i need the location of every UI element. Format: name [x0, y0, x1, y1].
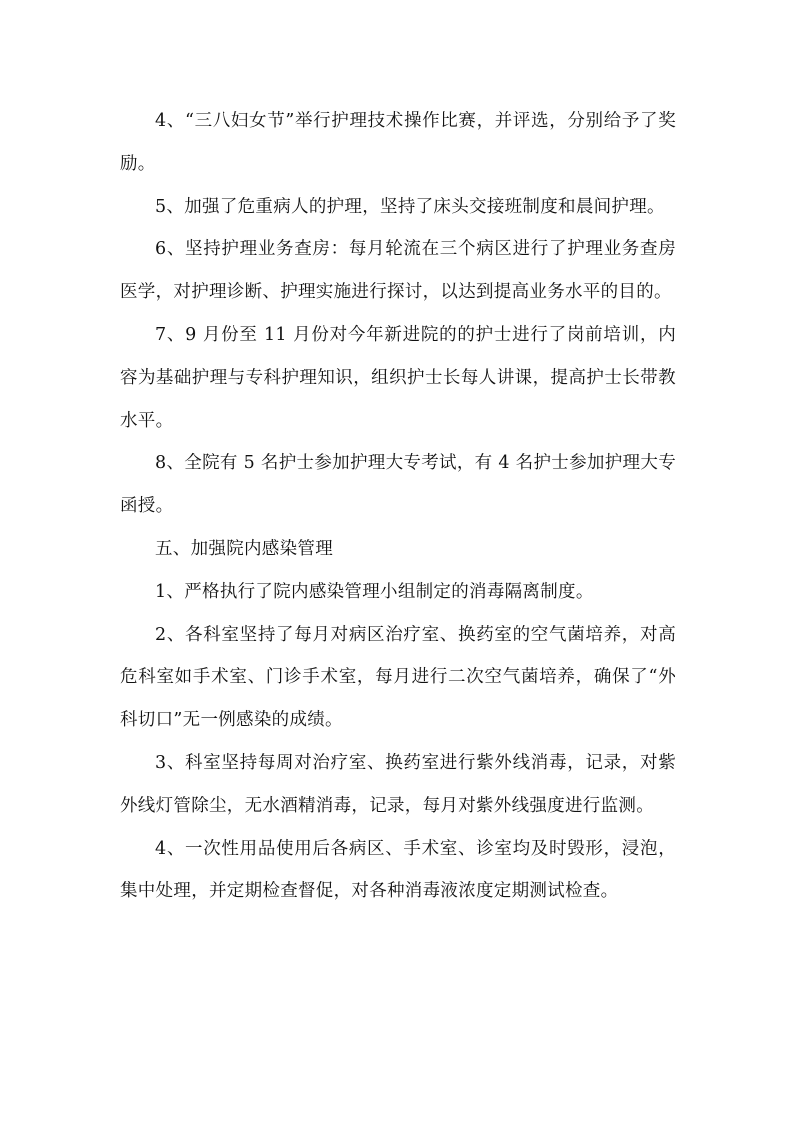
- paragraph-item-7-training: 7、9 月份至 11 月份对今年新进院的的护士进行了岗前培训，内容为基础护理与专科护理知识，组织护士长每人讲课，提高护士长带教水平。: [120, 324, 676, 431]
- paragraph-item-1-disinfection: 1、严格执行了院内感染管理小组制定的消毒隔离制度。: [155, 581, 594, 602]
- paragraph-item-8-exams: 8、全院有 5 名护士参加护理大专考试，有 4 名护士参加护理大专函授。: [120, 453, 676, 517]
- paragraph-item-3-uv-disinfection: 3、科室坚持每周对治疗室、换药室进行紫外线消毒，记录，对紫外线灯管除尘，无水酒精消毒，记录，每月对紫外线强度进行监测。: [120, 752, 676, 816]
- section-heading-infection-control: 五、加强院内感染管理: [155, 538, 333, 559]
- paragraph-item-4-womens-day: 4、“三八妇女节”举行护理技术操作比赛，并评选，分别给予了奖励。: [120, 111, 676, 174]
- paragraph-item-6-ward-rounds: 6、坚持护理业务查房：每月轮流在三个病区进行了护理业务查房医学，对护理诊断、护理实施进行探讨，以达到提高业务水平的目的。: [120, 239, 676, 303]
- paragraph-item-2-air-culture: 2、各科室坚持了每月对病区治疗室、换药室的空气菌培养，对高危科室如手术室、门诊手术室，每月进行二次空气菌培养，确保了“外科切口”无一例感染的成绩。: [120, 624, 676, 731]
- paragraph-item-5-critical-care: 5、加强了危重病人的护理，坚持了床头交接班制度和晨间护理。: [155, 196, 665, 217]
- document-body: [120, 100, 676, 913]
- paragraph-item-4-disposables: 4、一次性用品使用后各病区、手术室、诊室均及时毁形，浸泡，集中处理，并定期检查督促，对各种消毒液浓度定期测试检查。: [120, 838, 676, 902]
